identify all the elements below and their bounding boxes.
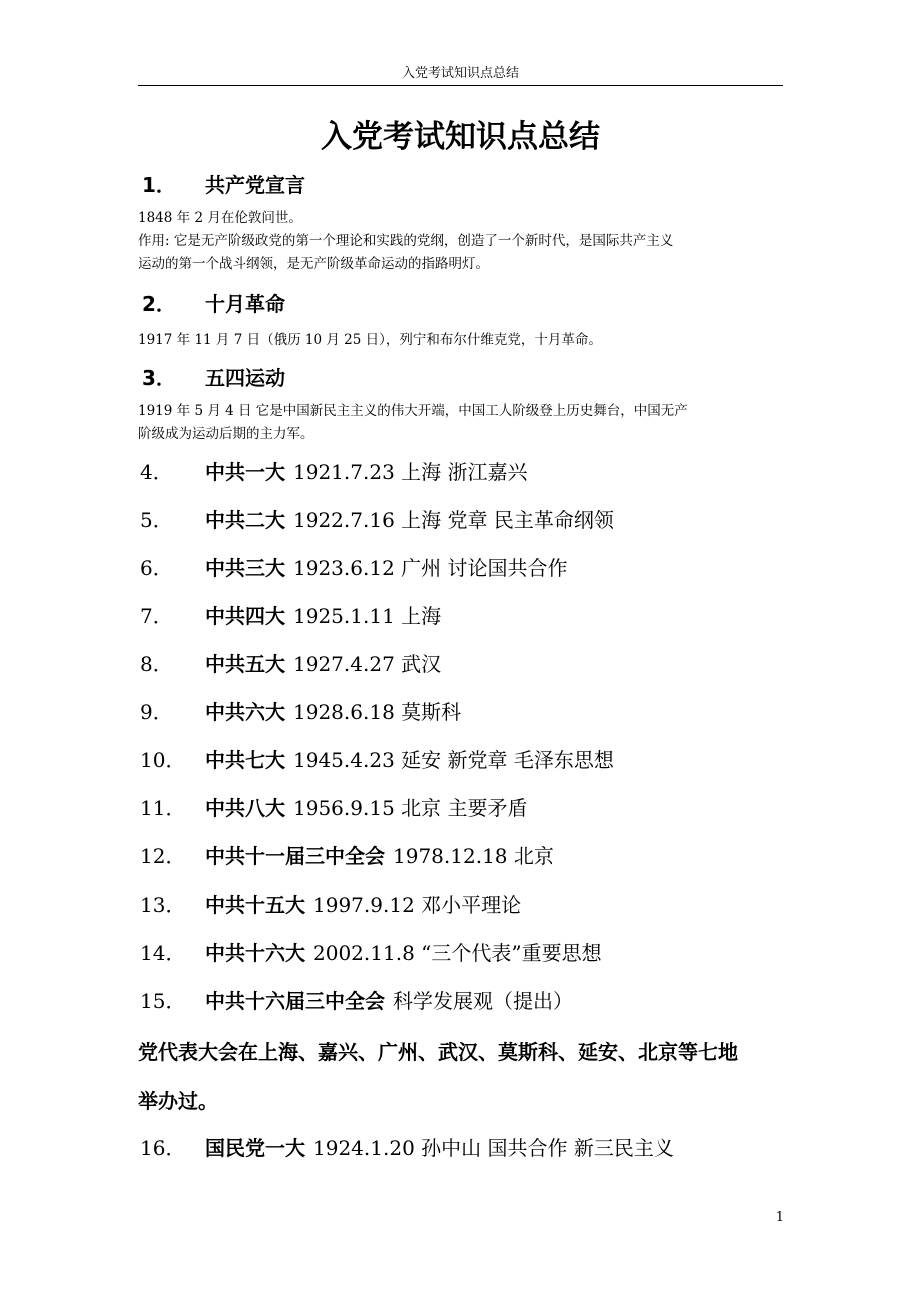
list-item — [138, 938, 798, 968]
item-detail: 1924.1.20 孙中山 国共合作 新三民主义 — [313, 1136, 674, 1160]
item-detail: 1923.6.12 广州 讨论国共合作 — [293, 556, 568, 580]
item-number: 6． — [140, 556, 173, 580]
section-body-2 — [138, 329, 783, 352]
list-item — [138, 841, 798, 871]
list-item — [138, 505, 798, 535]
list-item — [138, 457, 798, 487]
item-name: 中共十六大 — [205, 941, 305, 965]
item-number: 11． — [140, 796, 186, 820]
item-number: 14． — [140, 941, 186, 965]
item-number: 13． — [140, 893, 186, 917]
item-name: 中共十五大 — [205, 893, 305, 917]
item-number: 8． — [140, 652, 173, 676]
document-title: 入党考试知识点总结 — [321, 119, 600, 155]
section-title: 共产党宣言 — [205, 173, 305, 197]
item-detail: 1928.6.18 莫斯科 — [293, 700, 462, 724]
item-name: 中共二大 — [205, 508, 285, 532]
item-name: 中共五大 — [205, 652, 285, 676]
page-number: 1 — [775, 1210, 784, 1225]
list-item — [138, 601, 798, 631]
section-number: 1． — [142, 173, 176, 197]
list-item — [138, 890, 798, 920]
item-detail: 2002.11.8 “三个代表”重要思想 — [313, 941, 602, 965]
item-name: 中共一大 — [205, 460, 285, 484]
item-number: 10． — [140, 748, 186, 772]
item-detail: 科学发展观（提出） — [393, 989, 573, 1013]
item-detail: 1927.4.27 武汉 — [293, 652, 442, 676]
item-number: 9． — [140, 700, 173, 724]
section-body-3 — [138, 400, 783, 446]
item-number: 15． — [140, 989, 186, 1013]
body-line: 1917 年 11 月 7 日（俄历 10 月 25 日），列宁和布尔什维克党，十月革命。 — [138, 332, 602, 348]
bold-note-line: 举办过。 — [138, 1089, 218, 1113]
section-number: 3． — [142, 366, 176, 390]
item-detail: 1978.12.18 北京 — [393, 844, 554, 868]
section-title: 十月革命 — [205, 292, 285, 316]
item-name: 中共七大 — [205, 748, 285, 772]
list-item — [138, 1133, 798, 1163]
item-number: 7． — [140, 604, 173, 628]
running-header: 入党考试知识点总结 — [401, 66, 519, 81]
item-name: 中共三大 — [205, 556, 285, 580]
bold-note-line: 党代表大会在上海、嘉兴、广州、武汉、莫斯科、延安、北京等七地 — [138, 1040, 738, 1064]
item-name: 国民党一大 — [205, 1136, 305, 1160]
body-line: 1919 年 5 月 4 日 它是中国新民主主义的伟大开端，中国工人阶级登上历史舞台，中国无产 — [138, 403, 688, 419]
item-number: 12． — [140, 844, 186, 868]
list-item — [138, 553, 798, 583]
header-rule — [138, 85, 783, 86]
item-number: 5． — [140, 508, 173, 532]
item-name: 中共十一届三中全会 — [205, 844, 385, 868]
list-item — [138, 745, 798, 775]
section-title: 五四运动 — [205, 366, 285, 390]
item-detail: 1945.4.23 延安 新党章 毛泽东思想 — [293, 748, 614, 772]
section-body-1 — [138, 207, 783, 276]
item-name: 中共八大 — [205, 796, 285, 820]
item-detail: 1956.9.15 北京 主要矛盾 — [293, 796, 528, 820]
item-detail: 1921.7.23 上海 浙江嘉兴 — [293, 460, 528, 484]
item-name: 中共十六届三中全会 — [205, 989, 385, 1013]
item-number: 16． — [140, 1136, 186, 1160]
item-detail: 1997.9.12 邓小平理论 — [313, 893, 522, 917]
list-item — [138, 649, 798, 679]
item-name: 中共四大 — [205, 604, 285, 628]
list-item — [138, 793, 798, 823]
section-number: 2． — [142, 292, 176, 316]
body-line: 运动的第一个战斗纲领，是无产阶级革命运动的指路明灯。 — [138, 256, 489, 272]
body-line: 作用: 它是无产阶级政党的第一个理论和实践的党纲，创造了一个新时代，是国际共产主义 — [138, 233, 674, 249]
item-detail: 1922.7.16 上海 党章 民主革命纲领 — [293, 508, 614, 532]
list-item — [138, 697, 798, 727]
item-number: 4． — [140, 460, 173, 484]
item-detail: 1925.1.11 上海 — [293, 604, 442, 628]
item-name: 中共六大 — [205, 700, 285, 724]
body-line: 阶级成为运动后期的主力军。 — [138, 426, 314, 442]
body-line: 1848 年 2 月在伦敦问世。 — [138, 210, 302, 226]
list-item — [138, 986, 798, 1016]
